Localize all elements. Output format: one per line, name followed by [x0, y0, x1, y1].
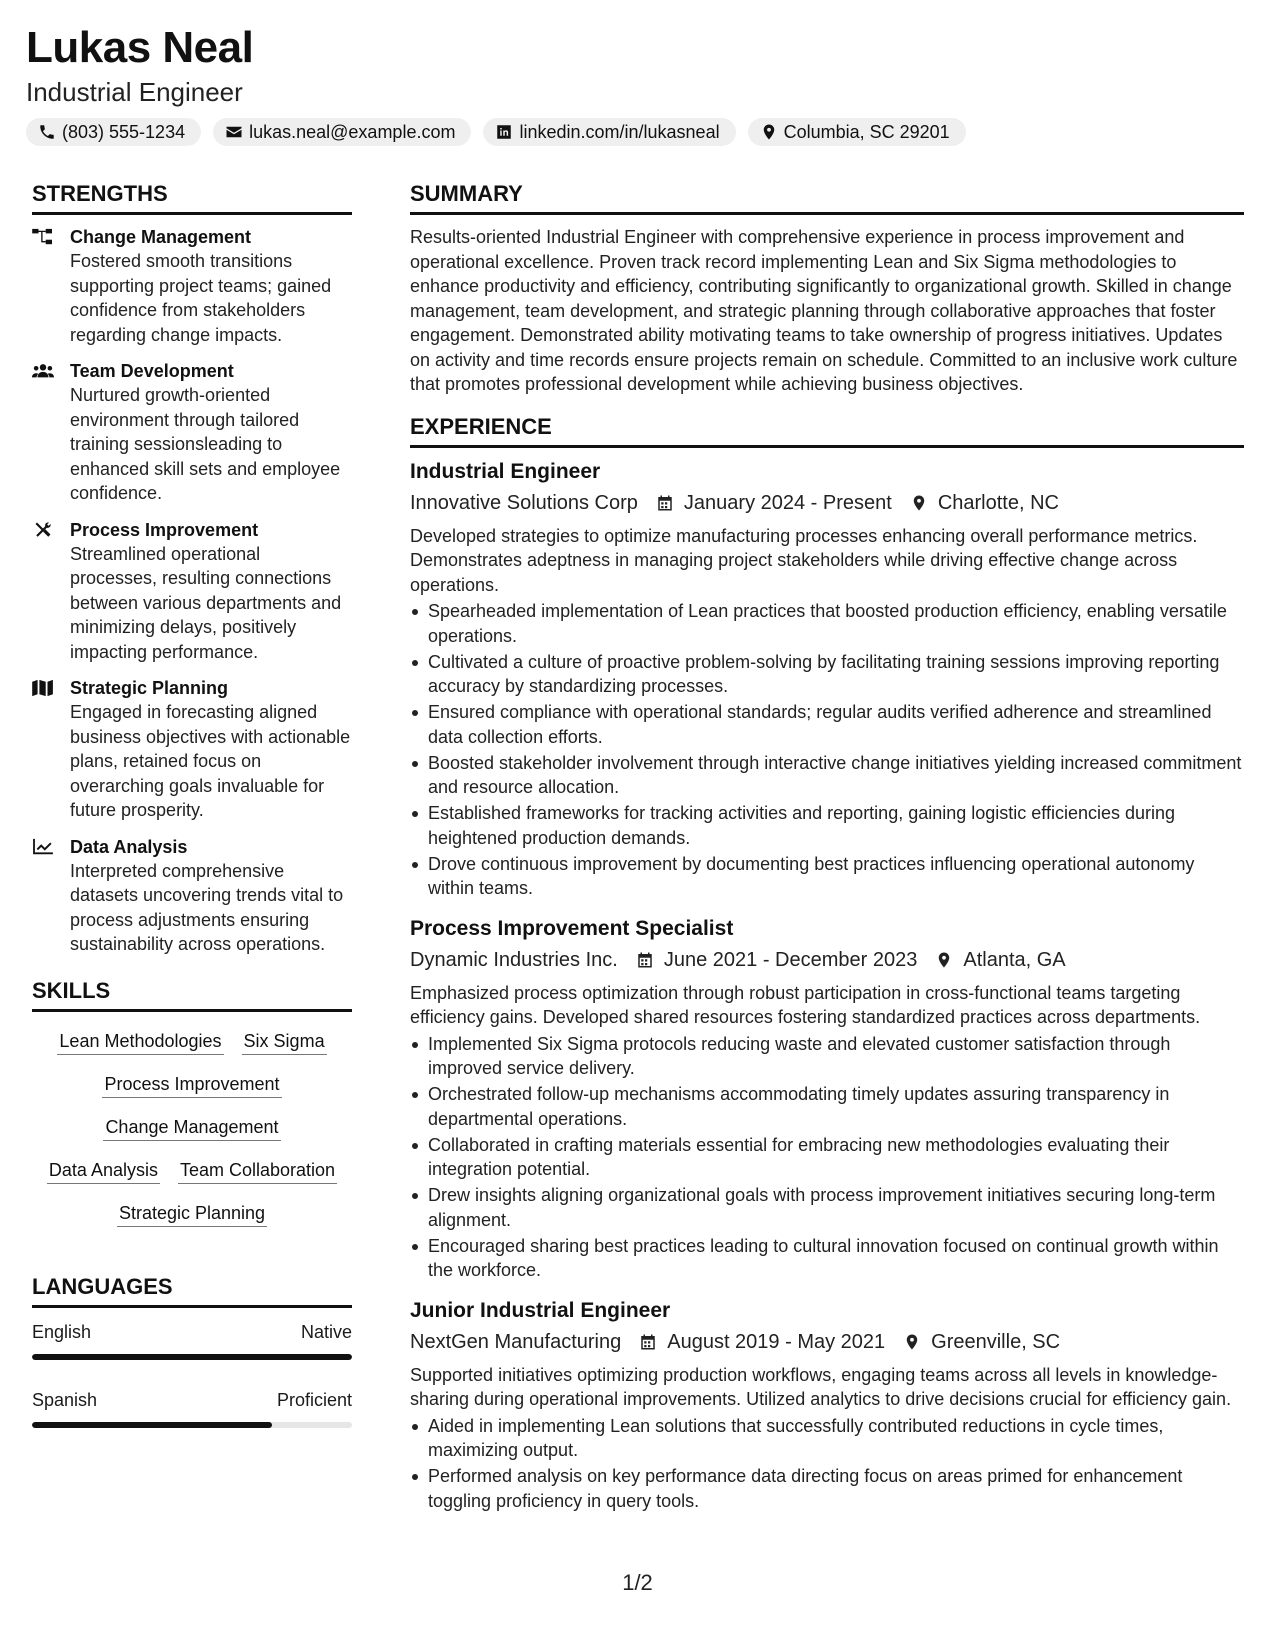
strength-title: Strategic Planning [70, 678, 229, 698]
strength-title: Data Analysis [70, 836, 188, 857]
skill-tag: Lean Methodologies [57, 1028, 223, 1055]
contact-phone-text: (803) 555-1234 [62, 121, 186, 142]
strength-title: Team Development [70, 361, 234, 381]
page-number: 1/2 [622, 1570, 653, 1595]
map-pin-icon [903, 1333, 921, 1351]
candidate-title: Industrial Engineer [26, 77, 243, 107]
languages-heading: LANGUAGES [32, 1273, 352, 1308]
job-bullet: Cultivated a culture of proactive problem-solving by facilitating training sessions improving reporting accuracy by standardizing processes. [410, 650, 1244, 699]
strength-desc: Interpreted comprehensive datasets uncovering trends vital to process adjustments ensuring sustainability across operations. [70, 860, 344, 954]
map-icon [32, 679, 54, 697]
job-title: Junior Industrial Engineer [410, 1298, 671, 1322]
contact-email-text: lukas.neal@example.com [249, 121, 456, 142]
strength-desc: Streamlined operational processes, resulting connections between various departments and minimizing delays, positively impacting performance. [70, 543, 342, 662]
skills-list [32, 1022, 352, 1237]
strength-title: Change Management [70, 227, 252, 247]
job-dates: August 2019 - May 2021 [667, 1330, 886, 1353]
job-bullet: Aided in implementing Lean solutions that successfully contributed reductions in cycle times, maximizing output. [410, 1414, 1244, 1463]
job-meta [410, 945, 1244, 975]
language-item [32, 1320, 352, 1360]
job-company: NextGen Manufacturing [410, 1330, 622, 1353]
skill-tag: Data Analysis [47, 1157, 160, 1184]
language-bar [32, 1422, 352, 1428]
job-bullet: Orchestrated follow-up mechanisms accommodating timely updates assuring transparency in departmental operations. [410, 1082, 1244, 1131]
calendar-icon [656, 494, 674, 512]
strength-desc: Fostered smooth transitions supporting project teams; gained confidence from stakeholders regarding change impacts. [70, 251, 332, 345]
job-bullets [410, 1032, 1244, 1283]
job-entry [410, 458, 1244, 901]
job-bullet: Drove continuous improvement by documenting best practices influencing operational autonomy within teams. [410, 852, 1244, 901]
job-location: Atlanta, GA [963, 948, 1066, 971]
language-name: Spanish [32, 1389, 98, 1410]
strength-desc: Engaged in forecasting aligned business objectives with actionable plans, retained focus on overarching goals invaluable for future prosperity. [70, 702, 351, 820]
job-bullet: Drew insights aligning organizational goals with process improvement initiatives securing long-term alignment. [410, 1183, 1244, 1232]
skill-tag: Change Management [103, 1114, 280, 1141]
map-pin-icon [910, 494, 928, 512]
envelope-icon [225, 123, 243, 141]
job-dates: June 2021 - December 2023 [663, 948, 918, 971]
job-company: Dynamic Industries Inc. [410, 948, 618, 971]
job-title: Industrial Engineer [410, 459, 601, 483]
strength-desc: Nurtured growth-oriented environment through tailored training sessionsleading to enhanced skill sets and employee confidence. [70, 385, 341, 503]
job-bullet: Collaborated in crafting materials essential for embracing new methodologies evaluating their integration potential. [410, 1133, 1244, 1182]
strength-item [32, 359, 352, 506]
job-title: Process Improvement Specialist [410, 916, 734, 940]
resume-header [26, 22, 1246, 146]
job-description: Supported initiatives optimizing production workflows, engaging teams across all levels in knowledge-sharing during operational improvements. Utilized analytics to drive decisions crucial for efficiency gain. [410, 1364, 1232, 1409]
phone-icon [38, 123, 56, 141]
language-name: English [32, 1321, 92, 1342]
job-meta [410, 1327, 1244, 1357]
job-location: Greenville, SC [931, 1330, 1061, 1353]
skill-tag: Strategic Planning [117, 1200, 267, 1227]
job-location: Charlotte, NC [937, 491, 1059, 514]
tools-icon [32, 521, 54, 539]
sitemap-icon [32, 228, 54, 246]
job-dates: January 2024 - Present [683, 491, 892, 514]
users-icon [32, 362, 54, 380]
contact-phone[interactable] [26, 118, 201, 146]
skills-heading: SKILLS [32, 977, 352, 1012]
contact-linkedin-text: linkedin.com/in/lukasneal [519, 121, 720, 142]
job-entry [410, 1297, 1244, 1514]
calendar-icon [636, 951, 654, 969]
job-bullet: Spearheaded implementation of Lean practices that boosted production efficiency, enabling versatile operations. [410, 599, 1244, 648]
map-pin-icon [760, 123, 778, 141]
skill-tag: Process Improvement [102, 1071, 281, 1098]
job-bullet: Encouraged sharing best practices leading to cultural innovation focused on continual growth within the workforce. [410, 1234, 1244, 1283]
language-level: Native [300, 1321, 352, 1342]
job-description: Developed strategies to optimize manufacturing processes enhancing overall performance metrics. Demonstrates adeptness in managing project stakeholders while driving effective change across operations. [410, 525, 1198, 595]
job-bullet: Performed analysis on key performance data directing focus on areas primed for enhancement toggling proficiency in query tools. [410, 1464, 1244, 1513]
job-company: Innovative Solutions Corp [410, 491, 638, 514]
job-bullet: Implemented Six Sigma protocols reducing waste and elevated customer satisfaction through improved service delivery. [410, 1032, 1244, 1081]
language-bar [32, 1354, 352, 1360]
strength-item [32, 835, 352, 957]
strength-item [32, 676, 352, 823]
skill-tag: Six Sigma [242, 1028, 327, 1055]
candidate-name: Lukas Neal [26, 23, 254, 72]
job-bullet: Boosted stakeholder involvement through interactive change initiatives yielding increased commitment and resource allocation. [410, 751, 1244, 800]
strength-item [32, 518, 352, 665]
strength-title: Process Improvement [70, 519, 259, 540]
job-entry [410, 915, 1244, 1283]
language-item [32, 1388, 352, 1428]
language-level: Proficient [276, 1389, 352, 1410]
language-bar-fill [32, 1354, 352, 1360]
skill-tag: Team Collaboration [178, 1157, 337, 1184]
experience-heading: EXPERIENCE [410, 413, 1244, 448]
linkedin-icon [495, 123, 513, 141]
job-bullets [410, 599, 1244, 901]
map-pin-icon [935, 951, 953, 969]
job-bullets [410, 1414, 1244, 1514]
contact-bar [26, 118, 1246, 146]
language-bar-fill [32, 1422, 272, 1428]
calendar-icon [639, 1333, 657, 1351]
contact-email[interactable] [213, 118, 471, 146]
chart-line-icon [32, 838, 54, 856]
job-bullet: Established frameworks for tracking activities and reporting, gaining logistic efficiencies during heightened production demands. [410, 801, 1244, 850]
strengths-heading: STRENGTHS [32, 180, 352, 215]
experience-list [410, 458, 1244, 1514]
strength-item [32, 225, 352, 347]
summary-heading: SUMMARY [410, 180, 1244, 215]
contact-linkedin[interactable] [483, 118, 735, 146]
job-description: Emphasized process optimization through robust participation in cross-functional teams targeting efficiency gains. Developed shared resources fostering standardized practices across departments. [410, 982, 1201, 1027]
contact-location [748, 118, 966, 146]
job-meta [410, 488, 1244, 518]
left-column [32, 180, 352, 1428]
contact-location-text: Columbia, SC 29201 [783, 121, 950, 142]
right-column [410, 180, 1244, 1527]
summary-text: Results-oriented Industrial Engineer with comprehensive experience in process improvement and operational excellence. Proven track record implementing Lean and Six Sigma methodologies to enhance productivity and efficiency, contributing significantly to organizational growth. Skilled in change management, team development, and strategic planning through collaborative approaches that foster engagement. Demonstrated ability motivating teams to take ownership of progress initiatives. Updates on activity and time records ensure projects remain on schedule. Committed to an inclusive work culture that promotes professional development while achieving business objectives. [410, 227, 1238, 394]
job-bullet: Ensured compliance with operational standards; regular audits verified adherence and streamlined data collection efforts. [410, 700, 1244, 749]
